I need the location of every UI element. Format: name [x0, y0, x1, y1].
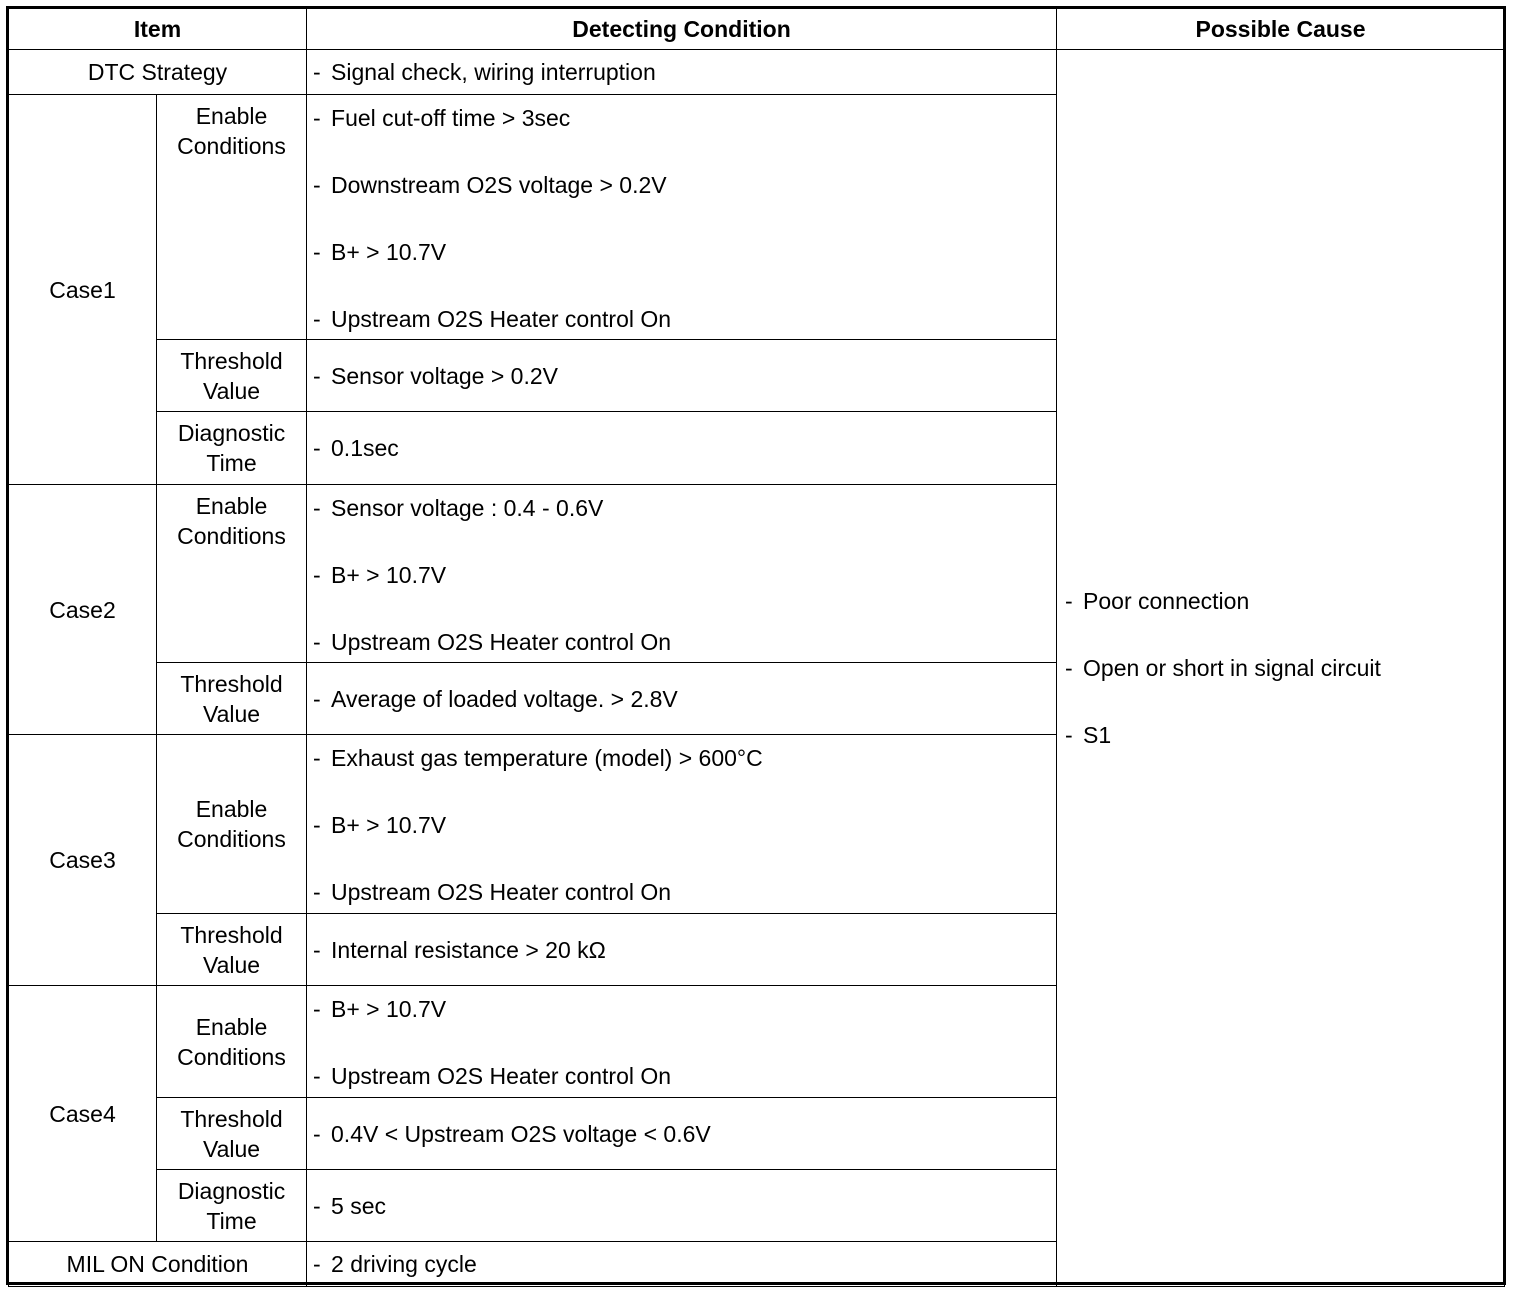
- case1-diagnostic-time: - 0.1sec: [307, 412, 1057, 485]
- mil-on-condition: - 2 driving cycle: [307, 1242, 1057, 1287]
- case2-threshold-label: Threshold Value: [157, 663, 307, 735]
- header-detecting-condition: Detecting Condition: [307, 9, 1057, 50]
- case1-label: Case1: [9, 95, 157, 485]
- case3-threshold-label: Threshold Value: [157, 914, 307, 986]
- possible-cause-cell: [1057, 50, 1505, 1287]
- dtc-strategy-label: DTC Strategy: [9, 50, 307, 95]
- case2-enable-conditions: - Sensor voltage : 0.4 - 0.6V - B+ > 10.7V - Upstream O2S Heater control On: [307, 485, 1057, 663]
- header-possible-cause: Possible Cause: [1057, 9, 1505, 50]
- dtc-strategy-condition: - Signal check, wiring interruption: [307, 50, 1057, 95]
- cause-item: - S1: [1065, 722, 1112, 748]
- case4-label: Case4: [9, 986, 157, 1242]
- table-row-dtc-strategy: [9, 50, 1505, 95]
- case4-threshold-value: - 0.4V < Upstream O2S voltage < 0.6V: [307, 1098, 1057, 1170]
- cause-item: - Poor connection: [1065, 588, 1250, 614]
- header-item: Item: [9, 9, 307, 50]
- case3-threshold-value: - Internal resistance > 20 kΩ: [307, 914, 1057, 986]
- case4-enable-label: Enable Conditions: [157, 986, 307, 1098]
- case4-diagnostic-label: Diagnostic Time: [157, 1170, 307, 1242]
- case3-enable-conditions: - Exhaust gas temperature (model) > 600°C - B+ > 10.7V - Upstream O2S Heater control On: [307, 735, 1057, 914]
- case3-label: Case3: [9, 735, 157, 986]
- dtc-table: [8, 8, 1505, 1287]
- case2-enable-label: Enable Conditions: [157, 485, 307, 663]
- case1-enable-conditions: - Fuel cut-off time > 3sec - Downstream O2S voltage > 0.2V - B+ > 10.7V - Upstream O2S Heater control On: [307, 95, 1057, 340]
- case1-enable-label: Enable Conditions: [157, 95, 307, 340]
- header-row: [9, 9, 1505, 50]
- case4-diagnostic-time: - 5 sec: [307, 1170, 1057, 1242]
- case1-diagnostic-label: Diagnostic Time: [157, 412, 307, 485]
- case2-threshold-value: - Average of loaded voltage. > 2.8V: [307, 663, 1057, 735]
- case1-threshold-value: - Sensor voltage > 0.2V: [307, 340, 1057, 412]
- mil-on-label: MIL ON Condition: [9, 1242, 307, 1287]
- case1-threshold-label: Threshold Value: [157, 340, 307, 412]
- case2-label: Case2: [9, 485, 157, 735]
- case3-enable-label: Enable Conditions: [157, 735, 307, 914]
- case4-enable-conditions: - B+ > 10.7V - Upstream O2S Heater control On: [307, 986, 1057, 1098]
- case4-threshold-label: Threshold Value: [157, 1098, 307, 1170]
- cause-item: - Open or short in signal circuit: [1065, 655, 1381, 681]
